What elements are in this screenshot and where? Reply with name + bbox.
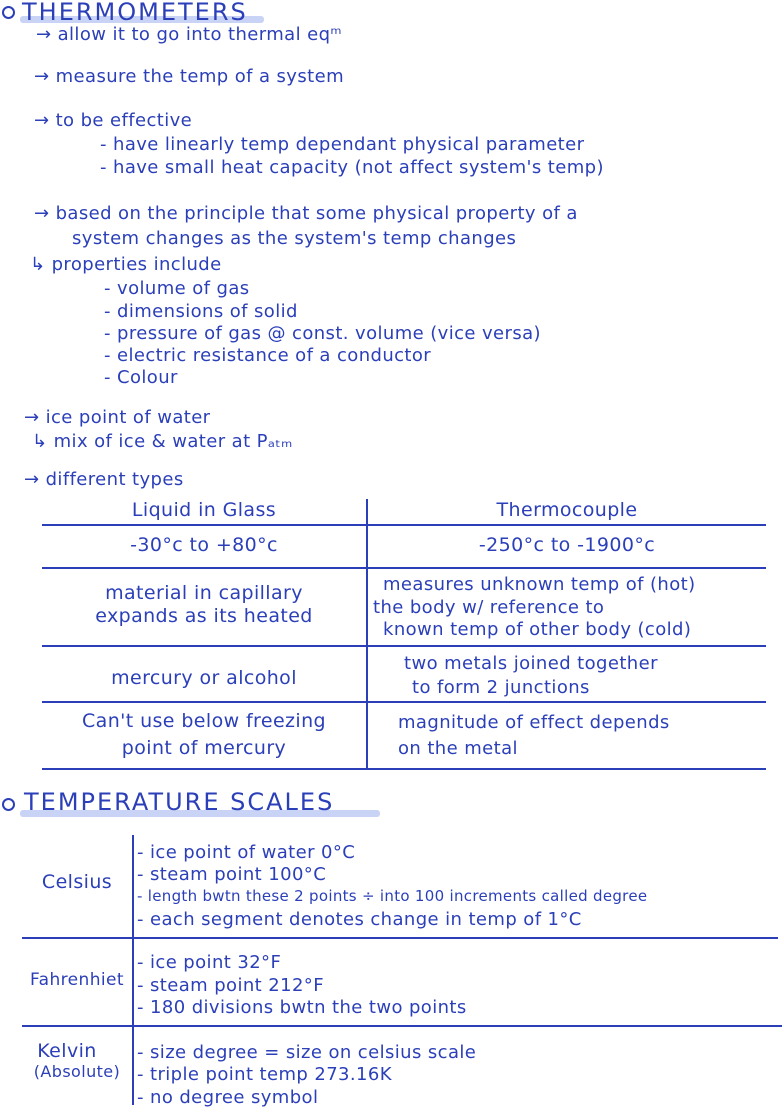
scale-detail: - steam point 212°F: [137, 975, 324, 996]
table-cell: on the metal: [398, 738, 518, 759]
note-line: → different types: [24, 469, 184, 490]
table-cell: the body w/ reference to: [373, 597, 605, 618]
scale-detail: - triple point temp 273.16K: [137, 1064, 392, 1085]
scales-rule: [22, 937, 778, 939]
table-rule: [42, 524, 766, 526]
bullet-icon: [2, 6, 15, 19]
scale-label-kelvin-sub: (Absolute): [33, 1062, 121, 1081]
table-rule: [42, 645, 766, 647]
note-line: system changes as the system's temp changes: [72, 228, 517, 249]
note-line: ↳ properties include: [30, 254, 222, 275]
table-cell: known temp of other body (cold): [383, 619, 692, 640]
table-cell: mercury or alcohol: [111, 667, 297, 689]
table-cell: expands as its heated: [95, 605, 313, 627]
scale-detail: - steam point 100°C: [137, 864, 327, 885]
table-rule: [42, 701, 766, 703]
scale-label-fahrenheit: Fahrenhiet: [30, 970, 124, 990]
scale-detail: - no degree symbol: [137, 1087, 319, 1108]
list-item: - Colour: [104, 367, 178, 388]
note-line: → allow it to go into thermal eqᵐ: [36, 24, 343, 45]
table-cell: two metals joined together: [404, 653, 658, 674]
scale-detail: - each segment denotes change in temp of 1°C: [137, 909, 582, 930]
scales-rule: [22, 1025, 782, 1027]
scale-label-kelvin: Kelvin: [37, 1040, 97, 1062]
list-item: - pressure of gas @ const. volume (vice versa): [104, 323, 541, 344]
table-rule: [42, 567, 766, 569]
note-line: → to be effective: [34, 110, 193, 131]
scale-detail: - size degree = size on celsius scale: [137, 1042, 477, 1063]
table-cell: to form 2 junctions: [412, 677, 590, 698]
section-title-temperature-scales: TEMPERATURE SCALES: [24, 788, 335, 816]
bullet-icon: [2, 798, 15, 811]
table-cell: -250°c to -1900°c: [478, 534, 656, 556]
scale-detail: - 180 divisions bwtn the two points: [137, 997, 467, 1018]
note-line: → ice point of water: [24, 407, 211, 428]
note-line: ↳ mix of ice & water at Pₐₜₘ: [32, 431, 293, 452]
scales-divider-vertical: [132, 835, 134, 1105]
note-line: → measure the temp of a system: [34, 66, 345, 87]
table-rule: [42, 768, 766, 770]
table-cell: point of mercury: [121, 737, 287, 759]
section-title-thermometers: THERMOMETERS: [22, 0, 248, 26]
scale-detail: - length bwtn these 2 points ÷ into 100 increments called degree: [137, 887, 648, 905]
table-cell: material in capillary: [105, 582, 303, 604]
table-header: Thermocouple: [496, 499, 638, 521]
list-item: - volume of gas: [104, 278, 250, 299]
note-line: - have small heat capacity (not affect system's temp): [100, 157, 604, 178]
scale-detail: - ice point 32°F: [137, 952, 282, 973]
table-header: Liquid in Glass: [131, 499, 277, 521]
list-item: - electric resistance of a conductor: [104, 345, 432, 366]
table-cell: -30°c to +80°c: [130, 534, 278, 556]
table-cell: magnitude of effect depends: [398, 712, 670, 733]
note-line: → based on the principle that some physical property of a: [34, 203, 578, 224]
note-line: - have linearly temp dependant physical parameter: [100, 134, 585, 155]
table-cell: Can't use below freezing: [82, 710, 326, 732]
scale-detail: - ice point of water 0°C: [137, 842, 356, 863]
list-item: - dimensions of solid: [104, 301, 298, 322]
table-cell: measures unknown temp of (hot): [383, 574, 696, 595]
scale-label-celsius: Celsius: [41, 871, 113, 893]
